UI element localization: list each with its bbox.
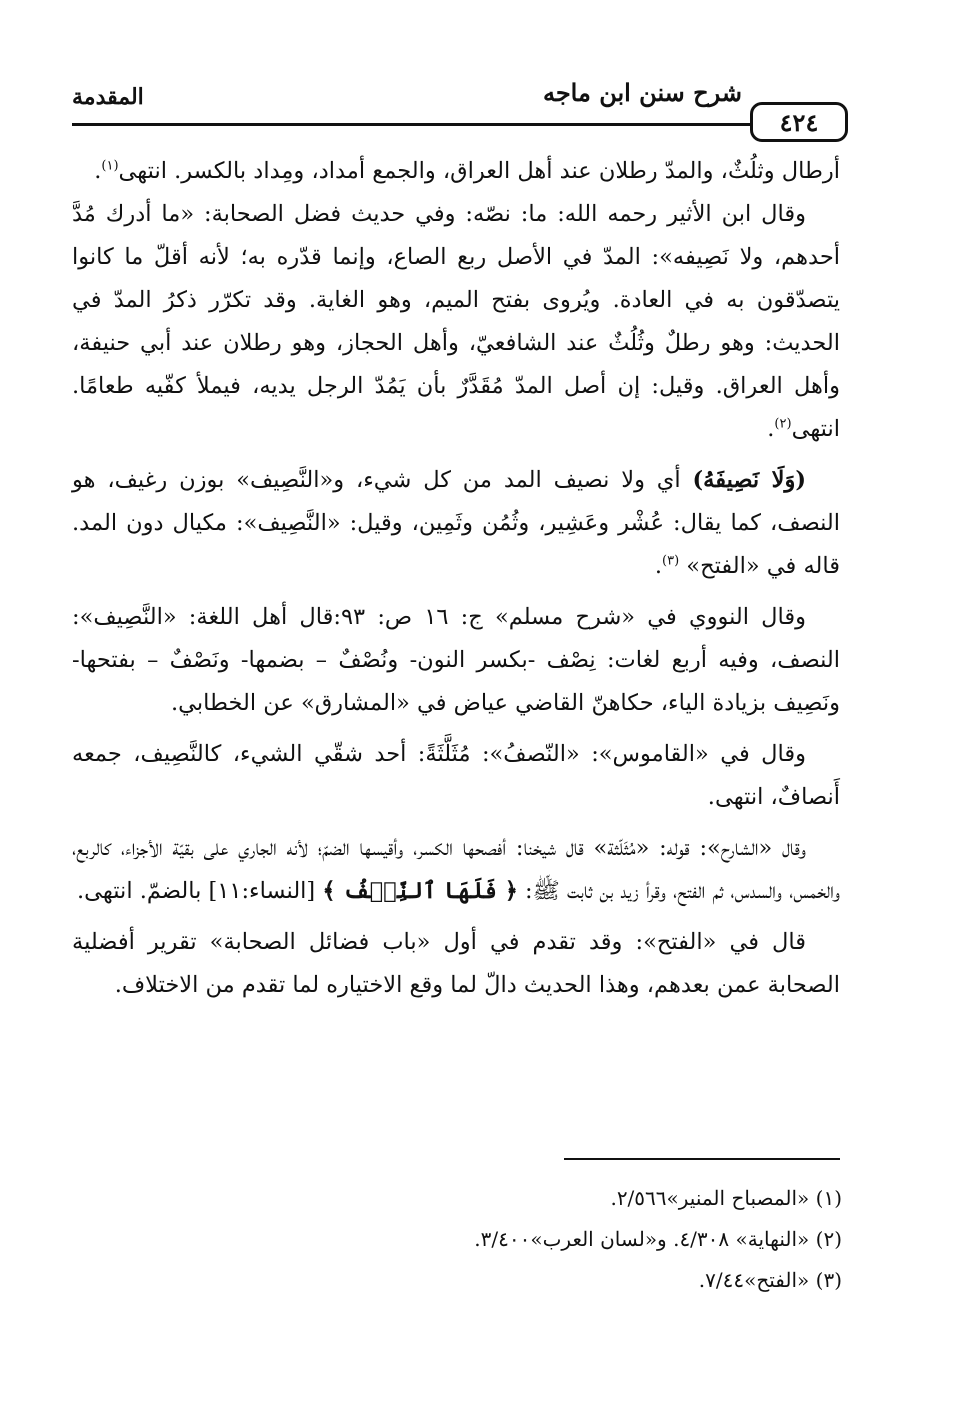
paragraph-1 [72,150,840,193]
paragraph-text: أي ولا نصيف المد من كل شيء، و«النَّصِيف» بوزن رغيف، هو النصف، كما يقال: عُشْر وعَشِير، وثُمُن وثَمِين، وقيل: «النَّصِيف»: مكيال دون المد. قاله في «الفتح» [72,467,840,579]
header-rule [72,123,752,126]
footnote-ref-1[interactable]: (١) [101,158,119,174]
footnote-1: (١) «المصباح المنير»٢/٥٦٦. [610,1186,842,1210]
book-title: شرح سنن ابن ماجه [542,78,742,107]
paragraph-text: وقال في «القاموس»: «النّصفُ»: مُثَلَّثَةً: أحد شقّي الشيء، كالنَّصِيف، جمعه أَنصافٌ، انتهى. [72,741,840,810]
paragraph-text: قال في «الفتح»: وقد تقدم في أول «باب فضائل الصحابة» تقرير أفضلية الصحابة عمن بعدهم، وهذا الحديث دالّ لما وقع الاختياره لما تقدم من الاختلاف. [72,929,840,998]
footnote-2: (٢) «النهاية» ٤/٣٠٨. و«لسان العرب»٣/٤٠٠. [474,1227,842,1251]
hadith-lemma: (وَلَا نَصِيفَهُ) [692,467,806,493]
paragraph-4 [72,596,840,725]
paragraph-tail: . [94,158,102,184]
paragraph-text: وقال ابن الأثير رحمه الله: ما: نصّه: وفي حديث فضل الصحابة: «ما أدرك مُدَّ أحدهم، ولا نَصِيفه»: المدّ في الأصل ربع الصاع، وإنما قدّره به؛ لأنه أقلّ ما كانوا يتصدّقون به في العادة. ويُروى بفتح الميم، وهو الغاية. وقد تكرّر ذكرُ المدّ في الحديث: وهو رطلٌ وثُلُثٌ عند الشافعيّ، وأهل الحجاز، وهو رطلان عند أبي حنيفة، وأهل العراق. وقيل: إن أصل المدّ مُقَدَّرٌ بأن يَمُدّ الرجل يديه، فيملأ كفّيه طعامًا. انتهى [72,201,840,442]
paragraph-text: وقال النووي في «شرح مسلم» ج: ١٦ ص: ٩٣:قال أهل اللغة: «النَّصِيف»: النصف، وفيه أربع لغات: نِصْف -بكسر النون- ونُصْفٌ – بضمها- ونَصْفٌ – بفتحها- ونَصِيف بزيادة الياء، حكاهنّ القاضي عياض في «المشارق» عن الخطابي. [72,604,840,716]
paragraph-tail: . [767,416,775,442]
chapter-title: المقدمة [72,84,144,110]
paragraph-tail: [النساء:١١] بالضمّ. انتهى. [76,878,323,904]
paragraph-2 [72,193,840,451]
footnote-ref-2[interactable]: (٢) [774,416,792,432]
page-header [72,78,848,144]
paragraph-6 [72,827,840,913]
paragraph-3 [72,459,840,588]
paragraph-tail: . [654,553,663,579]
paragraph-5 [72,733,840,819]
footnote-ref-3[interactable]: (٣) [662,553,680,569]
main-text [72,150,840,1007]
footnote-3: (٣) «الفتح»٧/٤٤. [698,1268,842,1292]
page-number: ٤٢٤ [750,102,848,142]
paragraph-7 [72,921,840,1007]
footnote-separator [564,1158,840,1160]
footnotes [120,1178,842,1301]
paragraph-text: أرطال وثلُثٌ، والمدّ رطلان عند أهل العراق، والجمع أمداد، ومِداد بالكسر. انتهى [118,158,840,184]
quran-quote: ﴿ فَلَهَا ٱلنِّصۡفُ ﴾ [322,878,518,904]
paragraph-text: وقال «الشارح»: قوله: «مُثَلّثة» قال شيخنا: أفصحها الكسر، وأقيسها الضمّ؛ لأنه الجاري على بقيّة الأجزاء، كالربع، والخمس، والسدس، ثم الفتح، وقرأ زيد بن ثابت ﷺ: [72,835,840,904]
